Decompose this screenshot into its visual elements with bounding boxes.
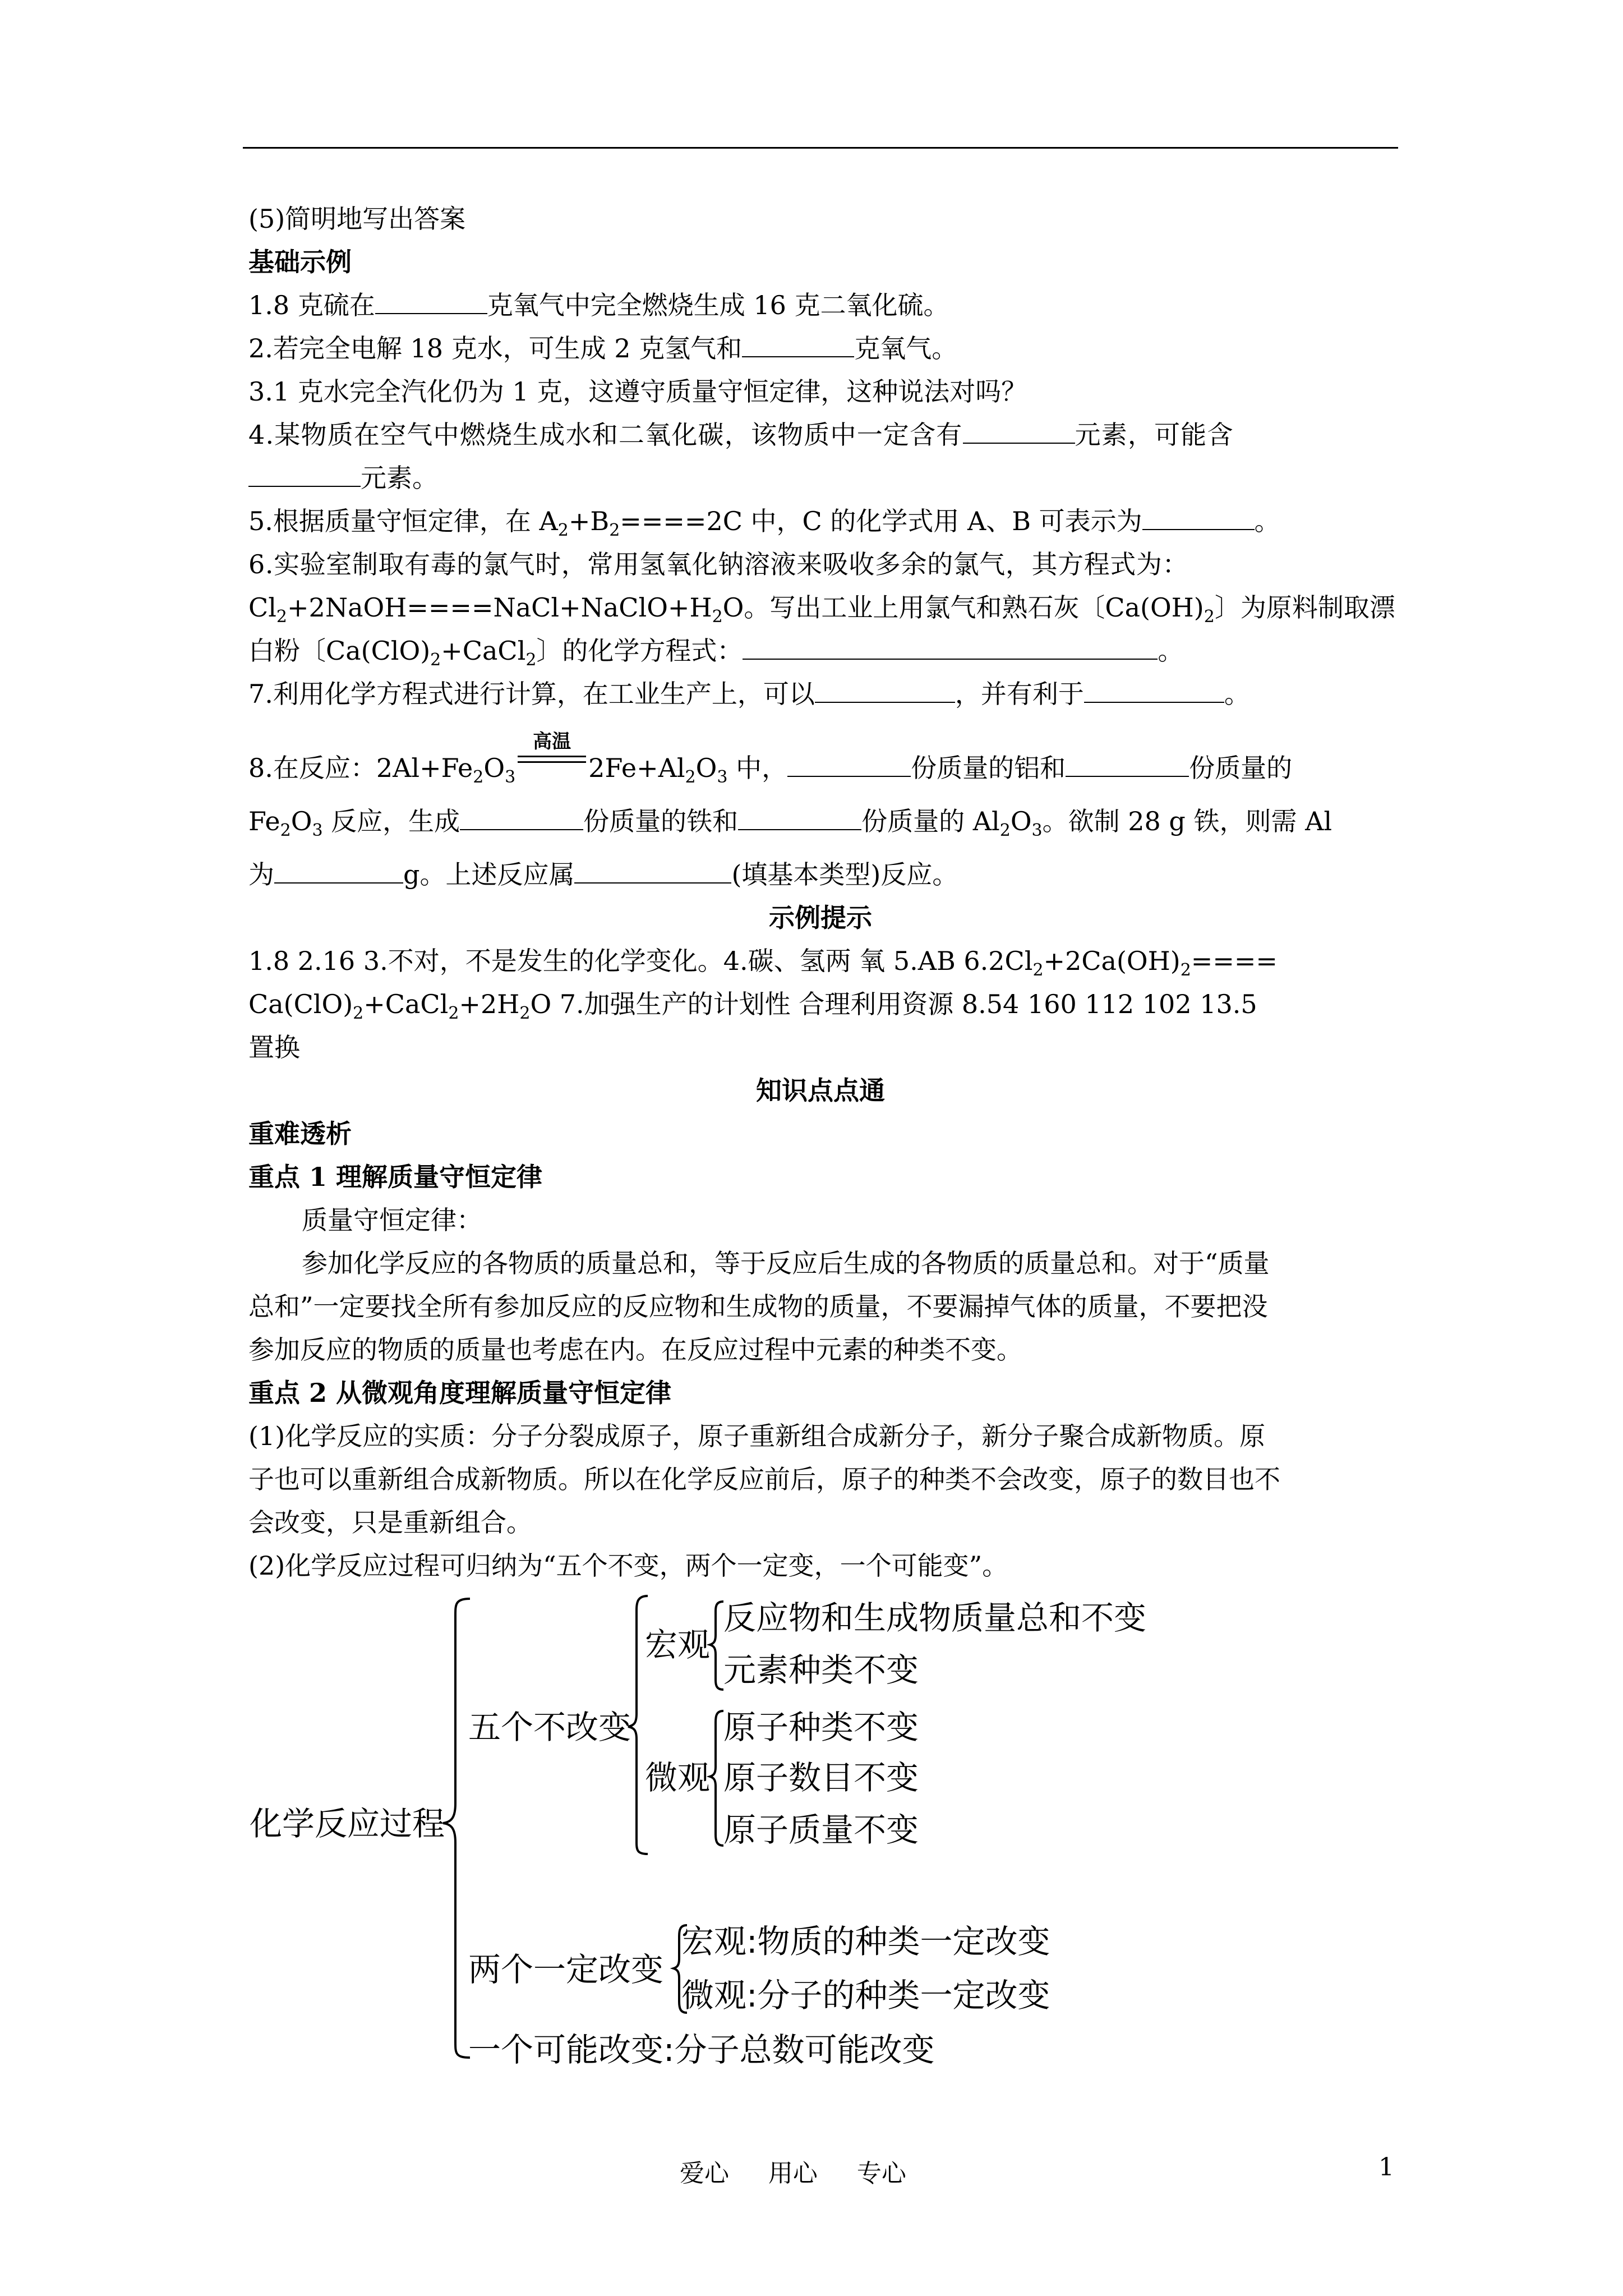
key-point-2-text-2: 子也可以重新组合成新物质。所以在化学反应前后，原子的种类不会改变，原子的数目也不 (248, 1464, 1280, 1494)
question-6-cont: 白粉〔$Ca(ClO)_2+CaCl_2$〕的化学方程式： 。 (248, 629, 1393, 673)
question-8-end: 为 g。上述反应属 (填基本类型)反应。 (248, 853, 1393, 896)
key-point-1-label: 质量守恒定律： (302, 1205, 482, 1235)
brace-macro (710, 1602, 723, 1690)
diagram-micro-item: 原子数目不变 (723, 1759, 919, 1797)
question-3: 3.1 克水完全汽化仍为 1 克，这遵守质量守恒定律，这种说法对吗？ (248, 376, 1027, 407)
key-point-1-text-2: 总和”一定要找全所有参加反应的反应物和生成物的质量，不要漏掉气体的质量，不要把没 (248, 1291, 1268, 1322)
key-point-2-text-4: (2)化学反应过程可归纳为“五个不变，两个一定变，一个可能变”。 (248, 1550, 1008, 1581)
hint-title: 示例提示 (769, 903, 872, 933)
answer-line-2: $Ca(ClO)_2+CaCl_2+2H_2O$ 7.加强生产的计划性 合理利用资源 8.54 160 112 102 13.5 (248, 989, 1257, 1023)
question-8: 8.在反应：$2Al+Fe_2O_3$ 高温 $2Fe+Al_2O_3$ 中， 份质量的铝和 份质量的 (248, 730, 1293, 787)
section-title-knowledge: 知识点点通 (756, 1075, 885, 1106)
key-point-2-title: 重点 2 从微观角度理解质量守恒定律 (248, 1378, 672, 1408)
answer-line-1: 1.8 2.16 3.不对，不是发生的化学变化。4.碳、氢两 氧 5.AB $6.2Cl_2+2Ca(OH)_2====$ (248, 946, 1278, 980)
diagram-macro-item: 反应物和生成物质量总和不变 (723, 1599, 1147, 1637)
diagram-micro-item: 原子质量不变 (723, 1811, 919, 1849)
question-1: 1.8 克硫在 克氧气中完全燃烧生成 16 克二氧化硫。 (248, 284, 1393, 327)
page-number: 1 (1378, 2153, 1394, 2182)
diagram-two-item: 微观:分子的种类一定改变 (681, 1976, 1050, 2014)
key-point-2-text: (1)化学反应的实质：分子分裂成原子，原子重新组合成新分子，新分子聚合成新物质。原 (248, 1421, 1266, 1451)
diagram-two-label: 两个一定改变 (468, 1950, 664, 1989)
question-4-cont: 元素。 (248, 457, 1393, 500)
footer-motto: 爱心 用心 专心 (680, 2159, 906, 2188)
question-6-equation: $Cl_2+2NaOH====NaCl+NaClO+H_2O$。写出工业上用氯气和熟石灰〔$Ca(OH)_2$〕为原料制取漂 (248, 592, 1395, 627)
intro-line: (5)简明地写出答案 (248, 204, 466, 234)
diagram-two-item: 宏观:物质的种类一定改变 (681, 1922, 1050, 1961)
brace-micro (710, 1711, 723, 1846)
answer-line-3: 置换 (248, 1032, 300, 1062)
brace-root (443, 1599, 470, 2058)
diagram-root-label: 化学反应过程 (250, 1805, 445, 1843)
subsection-title: 重难透析 (248, 1119, 352, 1149)
question-2: 2.若完全电解 18 克水，可生成 2 克氢气和 克氧气。 (248, 327, 1393, 370)
reaction-arrow: 高温 (515, 754, 588, 777)
question-5: 5.根据质量守恒定律，在 $A_2+B_2====2C$ 中，C 的化学式用 A、B 可表示为 。 (248, 500, 1393, 543)
diagram-micro-label: 微观 (645, 1759, 711, 1797)
question-4: 4.某物质在空气中燃烧生成水和二氧化碳，该物质中一定含有 元素，可能含 (248, 413, 1393, 457)
key-point-1-text: 参加化学反应的各物质的质量总和，等于反应后生成的各物质的质量总和。对于“质量 (302, 1248, 1270, 1278)
diagram-macro-label: 宏观 (645, 1626, 711, 1664)
diagram-macro-item: 元素种类不变 (723, 1651, 919, 1689)
question-7: 7.利用化学方程式进行计算，在工业生产上，可以 ，并有利于 。 (248, 673, 1393, 716)
question-6: 6.实验室制取有毒的氯气时，常用氢氧化钠溶液来吸收多余的氯气，其方程式为： (248, 549, 1189, 579)
question-8-cont: $Fe_2O_3$ 反应，生成 份质量的铁和 份质量的 $Al_2O_3$。欲制 28 g 铁，则需 Al (248, 800, 1393, 853)
section-heading-basic-examples: 基础示例 (248, 247, 352, 277)
key-point-1-text-3: 参加反应的物质的质量也考虑在内。在反应过程中元素的种类不变。 (248, 1335, 1022, 1365)
key-point-1-title: 重点 1 理解质量守恒定律 (248, 1162, 543, 1192)
key-point-2-text-3: 会改变，只是重新组合。 (248, 1507, 532, 1538)
diagram-five-label: 五个不改变 (468, 1708, 631, 1746)
diagram-micro-item: 原子种类不变 (723, 1708, 919, 1746)
diagram-one-label: 一个可能改变:分子总数可能改变 (468, 2031, 935, 2069)
